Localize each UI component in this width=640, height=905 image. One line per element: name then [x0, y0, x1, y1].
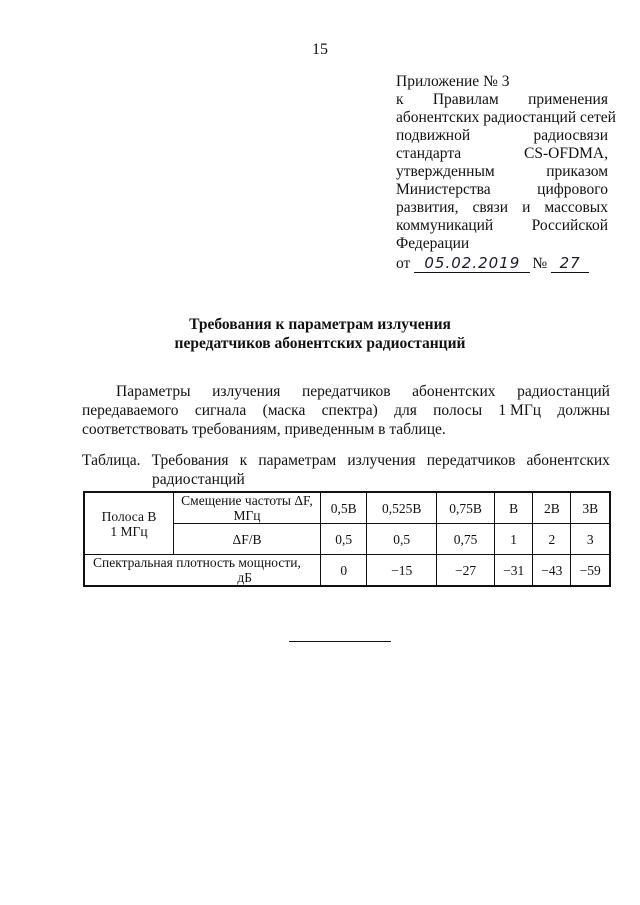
appendix-line-2: абонентских радиостанций сетей: [396, 109, 616, 126]
table-cell: 0,525B: [367, 492, 437, 524]
table-cell: 0: [321, 555, 367, 587]
appendix-block: [396, 73, 616, 273]
appendix-date-row: [396, 255, 608, 273]
appendix-line-9: Федерации: [396, 235, 470, 252]
handwritten-date: 05.02.2019: [414, 255, 530, 273]
document-title: [0, 315, 640, 353]
appendix-line-7: развития, связи и массовых: [396, 199, 608, 216]
requirements-table: [83, 491, 611, 587]
table-cell: 3B: [571, 492, 610, 524]
title-line-2: передатчиков абонентских радиостанций: [174, 335, 466, 352]
psd-header-cell: Спектральная плотность мощности, дБ: [84, 555, 321, 587]
table-cell: 0,75B: [437, 492, 495, 524]
appendix-line-6: Министерства цифрового: [396, 181, 608, 198]
table-cell: 2: [533, 524, 571, 555]
caption-line-1: Таблица. Требования к параметрам излучения передатчиков абонентских: [82, 452, 610, 469]
appendix-line-8: коммуникаций Российской: [396, 217, 608, 234]
appendix-line-4: стандарта CS-OFDMA,: [396, 145, 608, 162]
table-cell: 0,5: [321, 524, 367, 555]
table-cell: B: [495, 492, 533, 524]
paragraph-line-3: соответствовать требованиям, приведенным в таблице.: [82, 421, 446, 438]
number-sign: №: [532, 255, 548, 272]
band-header-cell: Полоса В 1 МГц: [84, 492, 174, 555]
table-cell: 1: [495, 524, 533, 555]
page-number: 15: [312, 41, 328, 58]
appendix-line-1: к Правилам применения: [396, 91, 608, 108]
table-cell: 3: [571, 524, 610, 555]
paragraph-line-2: передаваемого сигнала (маска спектра) для полосы 1 МГц должны: [82, 402, 610, 419]
caption-line-2: радиостанций: [152, 471, 245, 488]
ratio-header-cell: ΔF/B: [174, 524, 321, 555]
table-cell: 0,5B: [321, 492, 367, 524]
date-prefix: от: [396, 255, 411, 272]
table-cell: 0,75: [437, 524, 495, 555]
title-line-1: Требования к параметрам излучения: [189, 316, 451, 333]
table-row: [84, 492, 610, 524]
table-cell: −15: [367, 555, 437, 587]
appendix-title: Приложение № 3: [396, 73, 510, 90]
appendix-line-3: подвижной радиосвязи: [396, 127, 608, 144]
table-cell: −31: [495, 555, 533, 587]
appendix-line-5: утвержденным приказом: [396, 163, 608, 180]
table-cell: −59: [571, 555, 610, 587]
table-caption: [82, 451, 610, 489]
table-cell: 2B: [533, 492, 571, 524]
end-divider-line: [289, 641, 391, 642]
table-cell: 0,5: [367, 524, 437, 555]
table-cell: −43: [533, 555, 571, 587]
body-paragraph: [82, 382, 610, 439]
handwritten-number: 27: [551, 255, 589, 273]
shift-header-cell: Смещение частоты ΔF, МГц: [174, 492, 321, 524]
table-row: [84, 555, 610, 587]
table-cell: −27: [437, 555, 495, 587]
paragraph-line-1: Параметры излучения передатчиков абонентских радиостанций: [116, 383, 610, 400]
